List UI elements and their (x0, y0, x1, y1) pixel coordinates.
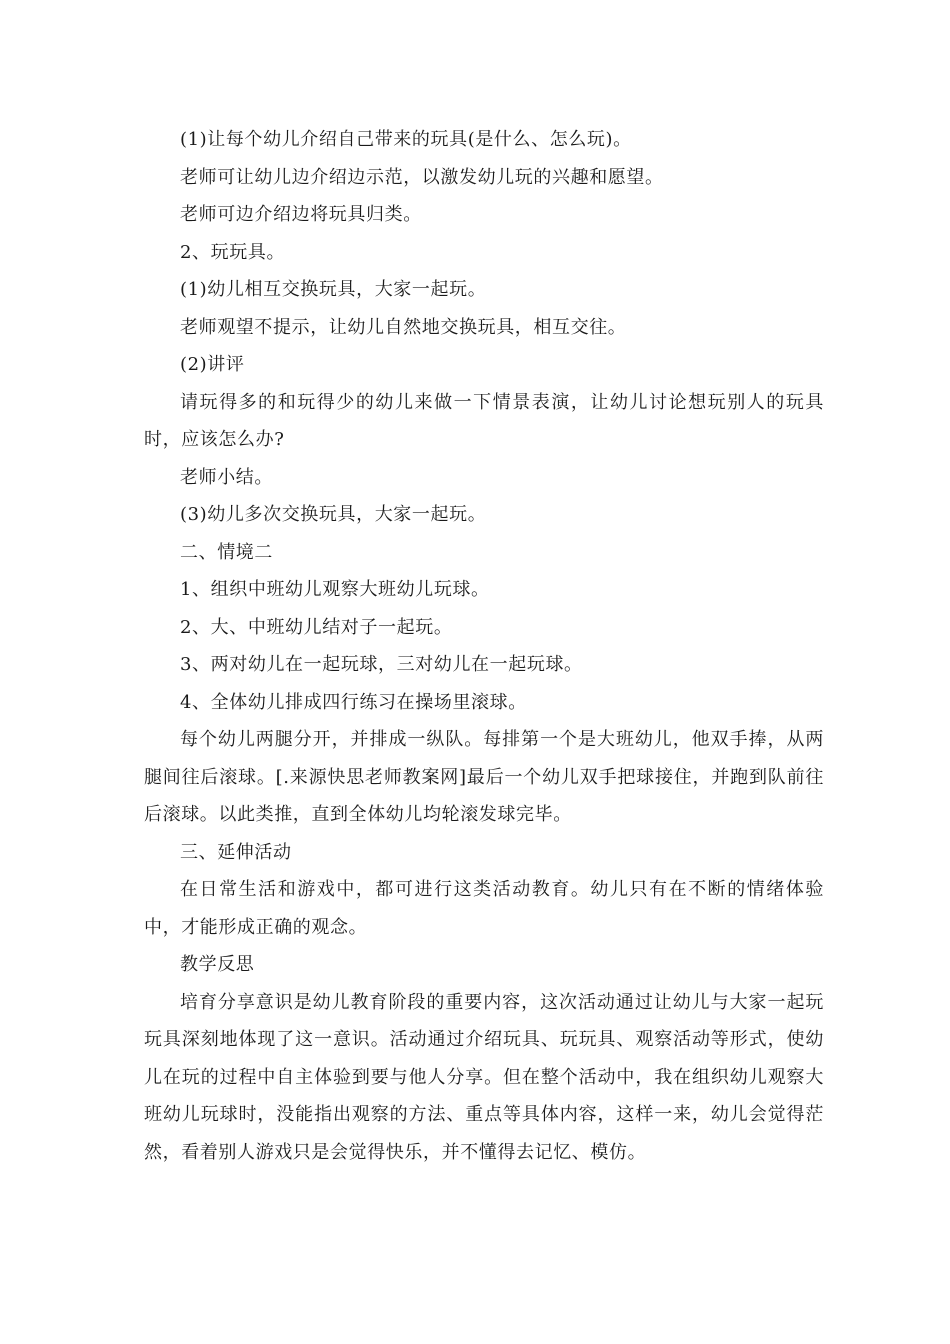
document-body (144, 121, 824, 1171)
paragraph: (2)讲评 (180, 354, 245, 375)
paragraph: 老师小结。 (180, 466, 273, 488)
paragraph: (1)幼儿相互交换玩具，大家一起玩。 (180, 279, 487, 300)
paragraph: 老师观望不提示，让幼儿自然地交换玩具，相互交往。 (180, 316, 627, 338)
section-heading: 三、延伸活动 (180, 841, 292, 863)
paragraph: 1、组织中班幼儿观察大班幼儿玩球。 (180, 579, 490, 600)
section-heading: 二、情境二 (180, 541, 273, 563)
paragraph: 4、全体幼儿排成四行练习在操场里滚球。 (180, 691, 527, 713)
paragraph: 每个幼儿两腿分开，并排成一纵队。每排第一个是大班幼儿，他双手捧，从两腿间往后滚球。[.来源快思老师教案网]最后一个幼儿双手把球接住，并跑到队前往后滚球。以此类推，直到全体幼儿均轮滚发球完毕。 (144, 729, 824, 825)
paragraph: 2、大、中班幼儿结对子一起玩。 (180, 616, 453, 638)
paragraph: 老师可边介绍边将玩具归类。 (180, 204, 422, 225)
paragraph: (3)幼儿多次交换玩具，大家一起玩。 (180, 504, 487, 525)
paragraph: 老师可让幼儿边介绍边示范，以激发幼儿玩的兴趣和愿望。 (180, 166, 664, 188)
paragraph: (1)让每个幼儿介绍自己带来的玩具(是什么、怎么玩)。 (180, 129, 632, 150)
paragraph: 在日常生活和游戏中，都可进行这类活动教育。幼儿只有在不断的情绪体验中，才能形成正确的观念。 (144, 879, 824, 938)
paragraph: 请玩得多的和玩得少的幼儿来做一下情景表演，让幼儿讨论想玩别人的玩具时，应该怎么办? (144, 391, 824, 450)
paragraph: 培育分享意识是幼儿教育阶段的重要内容，这次活动通过让幼儿与大家一起玩玩具深刻地体现了这一意识。活动通过介绍玩具、玩玩具、观察活动等形式，使幼儿在玩的过程中自主体验到要与他人分享。但在整个活动中，我在组织幼儿观察大班幼儿玩球时，没能指出观察的方法、重点等具体内容，这样一来，幼儿会觉得茫然，看着别人游戏只是会觉得快乐，并不懂得去记忆、模仿。 (144, 991, 824, 1163)
paragraph: 3、两对幼儿在一起玩球，三对幼儿在一起玩球。 (180, 654, 583, 675)
paragraph: 2、玩玩具。 (180, 241, 286, 263)
section-heading: 教学反思 (180, 954, 255, 975)
